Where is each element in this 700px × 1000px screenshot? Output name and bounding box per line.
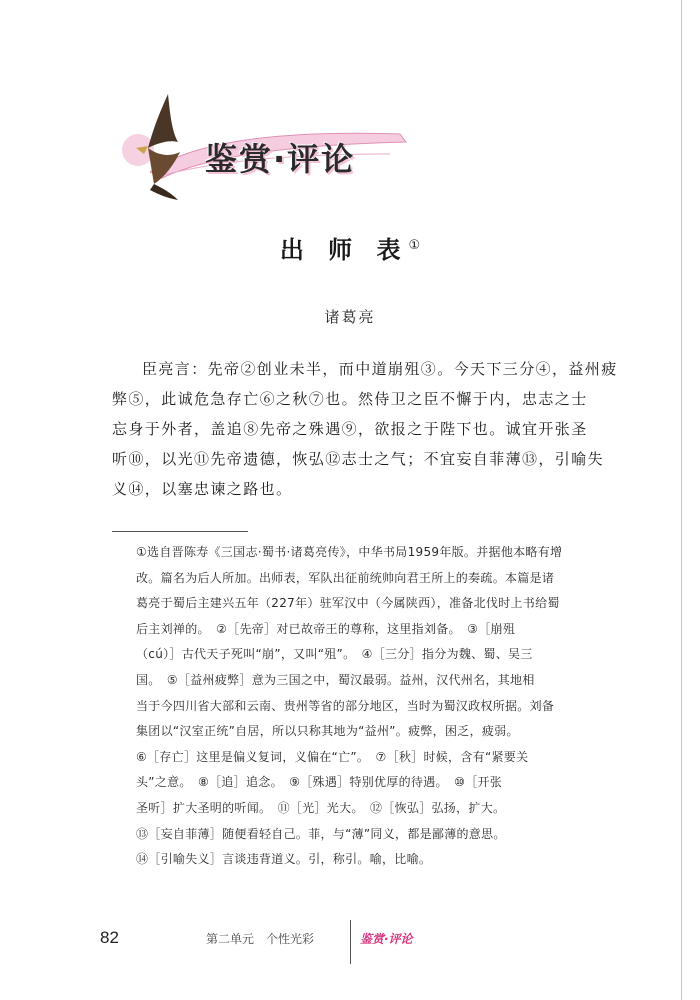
essay-body	[112, 354, 618, 504]
title-footnote-marker: ①	[408, 238, 421, 253]
page-edge-line	[681, 0, 682, 1000]
footnote-line: 头”之意。 ⑧［追］追念。 ⑨［殊遇］特别优厚的待遇。 ⑩［开张	[136, 775, 503, 790]
footnote-line: 国。 ⑤［益州疲弊］意为三国之中，蜀汉最弱。益州，汉代州名，其地相	[136, 672, 535, 687]
body-line: 听⑩，以光⑪先帝遗德，恢弘⑫志士之气；不宜妄自菲薄⑬，引喻失	[112, 450, 605, 468]
footnote-line: ⑥［存亡］这里是偏义复词，义偏在“亡”。 ⑦［秋］时候，含有“紧要关	[136, 749, 529, 764]
footer-divider	[350, 920, 351, 964]
footnote-divider	[112, 531, 248, 532]
footnotes	[136, 540, 596, 873]
footnote-line: 当于今四川省大部和云南、贵州等省的部分地区，当时为蜀汉政权所据。刘备	[136, 698, 555, 713]
section-banner-title: 鉴赏·评论	[205, 140, 356, 178]
footnote-line: 改。篇名为后人所加。出师表，军队出征前统帅向君王所上的奏疏。本篇是诸	[136, 570, 555, 585]
footnote-line: 圣听］扩大圣明的听闻。 ⑪［光］光大。 ⑫［恢弘］弘扬，扩大。	[136, 800, 506, 815]
essay-title	[0, 230, 700, 265]
footnote-line: 集团以“汉室正统”自居，所以只称其地为“益州”。疲弊，困乏，疲弱。	[136, 724, 519, 739]
footnote-line: （cú）］古代天子死叫“崩”，又叫“殂”。 ④［三分］指分为魏、蜀、吴三	[136, 647, 533, 662]
body-line: 忘身于外者，盖追⑧先帝之殊遇⑨，欲报之于陛下也。诚宜开张圣	[112, 420, 588, 438]
footer-section-title: 鉴赏·评论	[360, 932, 413, 946]
body-line: 臣亮言：先帝②创业未半，而中道崩殂③。今天下三分④，益州疲	[142, 360, 618, 378]
footnote-line: 葛亮于蜀后主建兴五年（227年）驻军汉中（今属陕西），准备北伐时上书给蜀	[136, 596, 560, 611]
footnote-line: ⑬［妄自菲薄］随便看轻自己。菲，与“薄”同义，都是鄙薄的意思。	[136, 826, 506, 841]
footnote-line: 后主刘禅的。 ②［先帝］对已故帝王的尊称，这里指刘备。 ③［崩殂	[136, 621, 516, 636]
body-line: 弊⑤，此诚危急存亡⑥之秋⑦也。然侍卫之臣不懈于内，忠志之士	[112, 390, 588, 408]
author: 诸葛亮	[324, 308, 376, 326]
eagle-icon	[108, 92, 218, 202]
footnote-line: ⑭［引喻失义］言谈违背道义。引，称引。喻，比喻。	[136, 852, 432, 867]
essay-title-text: 出 师 表	[279, 236, 409, 264]
footer-unit-title: 第二单元 个性光彩	[206, 932, 315, 946]
page-number: 82	[100, 928, 119, 947]
footnote-line: ①选自晋陈寿《三国志·蜀书·诸葛亮传》，中华书局1959年版。并据他本略有增	[136, 545, 563, 559]
body-line: 义⑭，以塞忠谏之路也。	[112, 480, 293, 498]
